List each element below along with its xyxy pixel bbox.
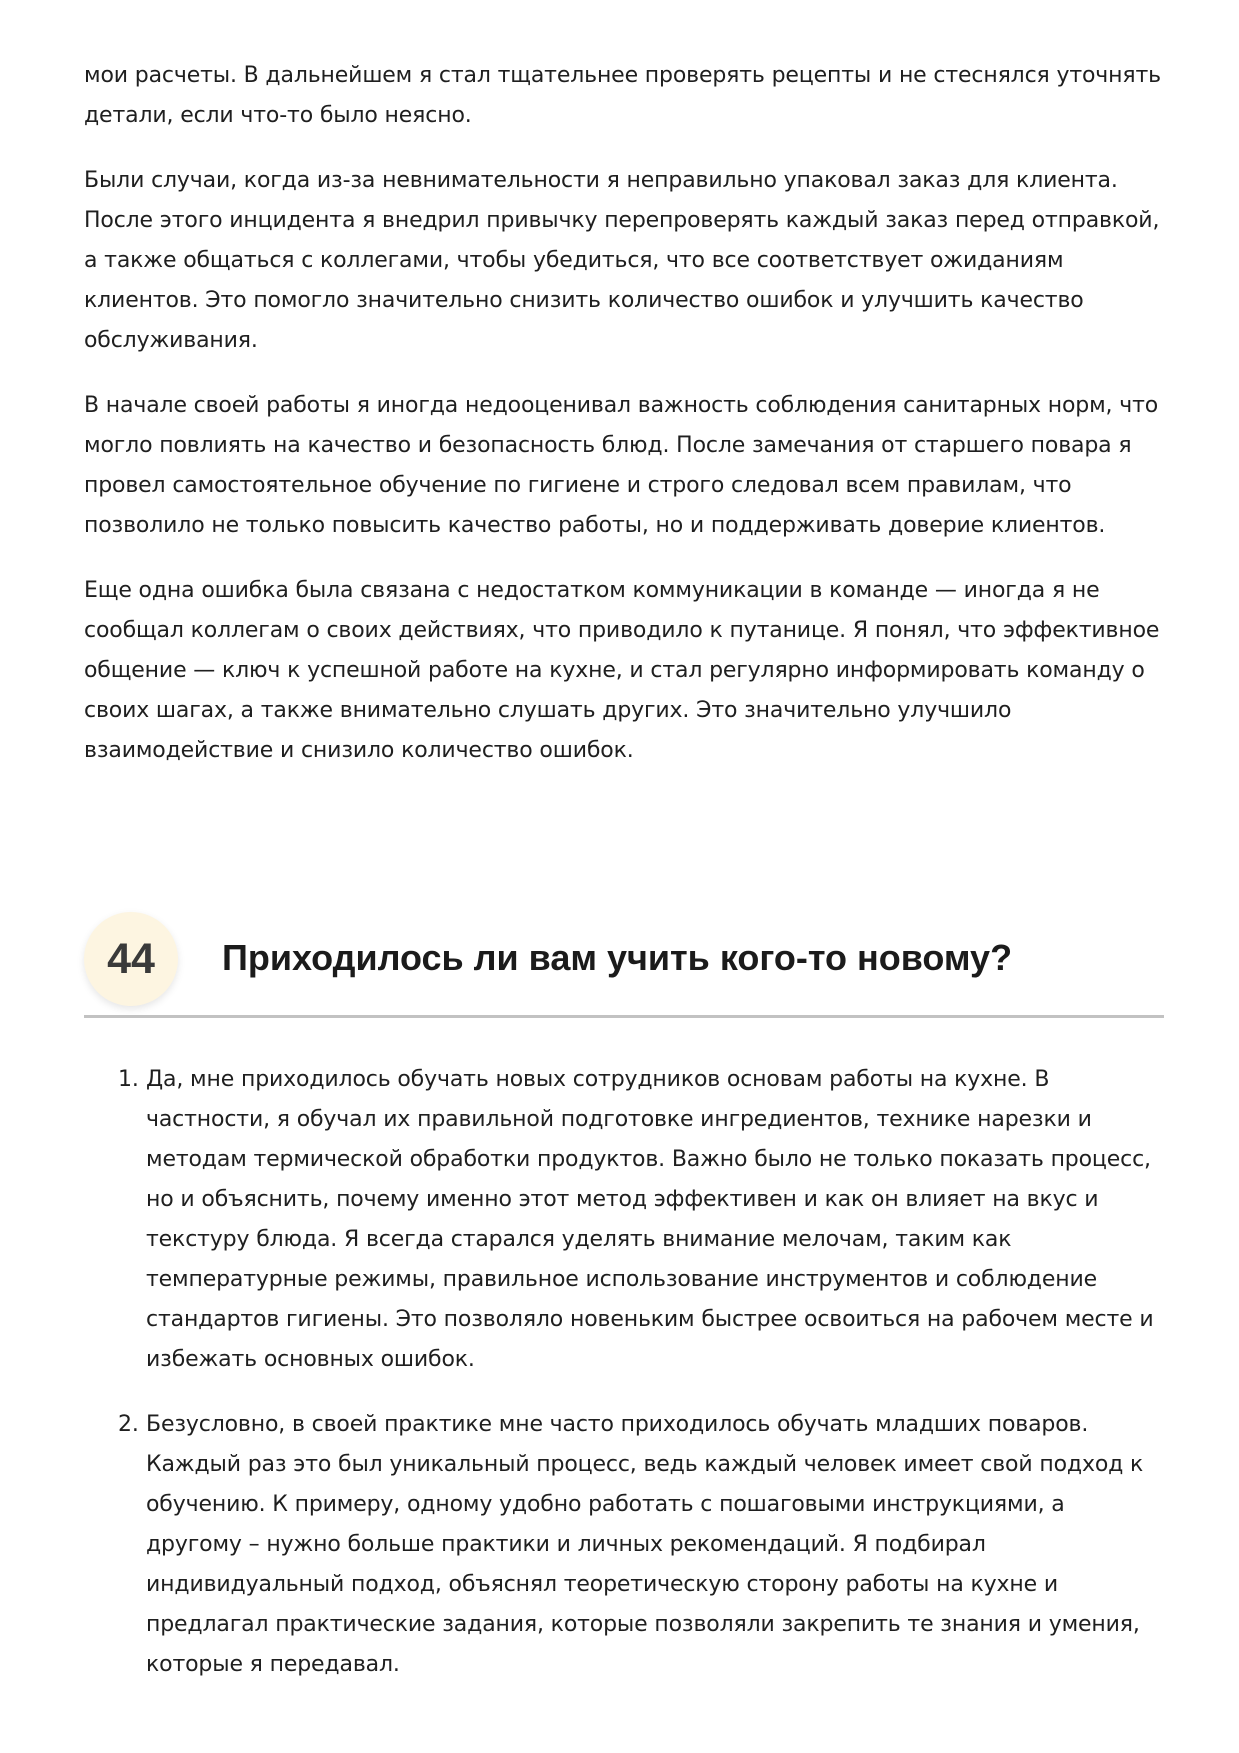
answer-list xyxy=(84,1060,1164,1685)
paragraph: В начале своей работы я иногда недооценивал важность соблюдения санитарных норм, что могло повлиять на качество и безопасность блюд. После замечания от старшего повара я провел самостоятельное обучение по гигиене и строго следовал всем правилам, что позволило не только повысить качество работы, но и поддерживать доверие клиентов. xyxy=(84,393,1159,538)
paragraph: Были случаи, когда из-за невнимательности я неправильно упаковал заказ для клиента. После этого инцидента я внедрил привычку перепроверять каждый заказ перед отправкой, а также общаться с коллегами, чтобы убедиться, что все соответствует ожиданиям клиентов. Это помогло значительно снизить количество ошибок и улучшить качество обслуживания. xyxy=(84,168,1160,353)
answer-number: 2. xyxy=(118,1412,139,1437)
answer-number: 1. xyxy=(118,1067,139,1092)
answer-item xyxy=(84,1405,1164,1685)
paragraph: Еще одна ошибка была связана с недостатком коммуникации в команде — иногда я не сообщал коллегам о своих действиях, что приводило к путанице. Я понял, что эффективное общение — ключ к успешной работе на кухне, и стал регулярно информировать команду о своих шагах, а также внимательно слушать других. Это значительно улучшило взаимодействие и снизило количество ошибок. xyxy=(84,578,1160,763)
paragraph: мои расчеты. В дальнейшем я стал тщательнее проверять рецепты и не стеснялся уточнять детали, если что-то было неясно. xyxy=(84,63,1161,128)
section-divider xyxy=(84,1015,1164,1018)
question-title: Приходилось ли вам учить кого-то новому? xyxy=(222,937,1013,978)
question-header xyxy=(84,912,1164,1018)
question-number-badge: 44 xyxy=(84,912,178,1006)
answer-text: Безусловно, в своей практике мне часто приходилось обучать младших поваров. Каждый раз это был уникальный процесс, ведь каждый человек имеет свой подход к обучению. К примеру, одному удобно работать с пошаговыми инструкциями, а другому – нужно больше практики и личных рекомендаций. Я подбирал индивидуальный подход, объяснял теоретическую сторону работы на кухне и предлагал практические задания, которые позволяли закрепить те знания и умения, которые я передавал. xyxy=(146,1412,1144,1677)
answer-item xyxy=(84,1060,1164,1380)
intro-paragraphs xyxy=(84,56,1164,771)
answer-text: Да, мне приходилось обучать новых сотрудников основам работы на кухне. В частности, я обучал их правильной подготовке ингредиентов, технике нарезки и методам термической обработки продуктов. Важно было не только показать процесс, но и объяснить, почему именно этот метод эффективен и как он влияет на вкус и текстуру блюда. Я всегда старался уделять внимание мелочам, таким как температурные режимы, правильное использование инструментов и соблюдение стандартов гигиены. Это позволяло новеньким быстрее освоиться на рабочем месте и избежать основных ошибок. xyxy=(146,1067,1154,1372)
